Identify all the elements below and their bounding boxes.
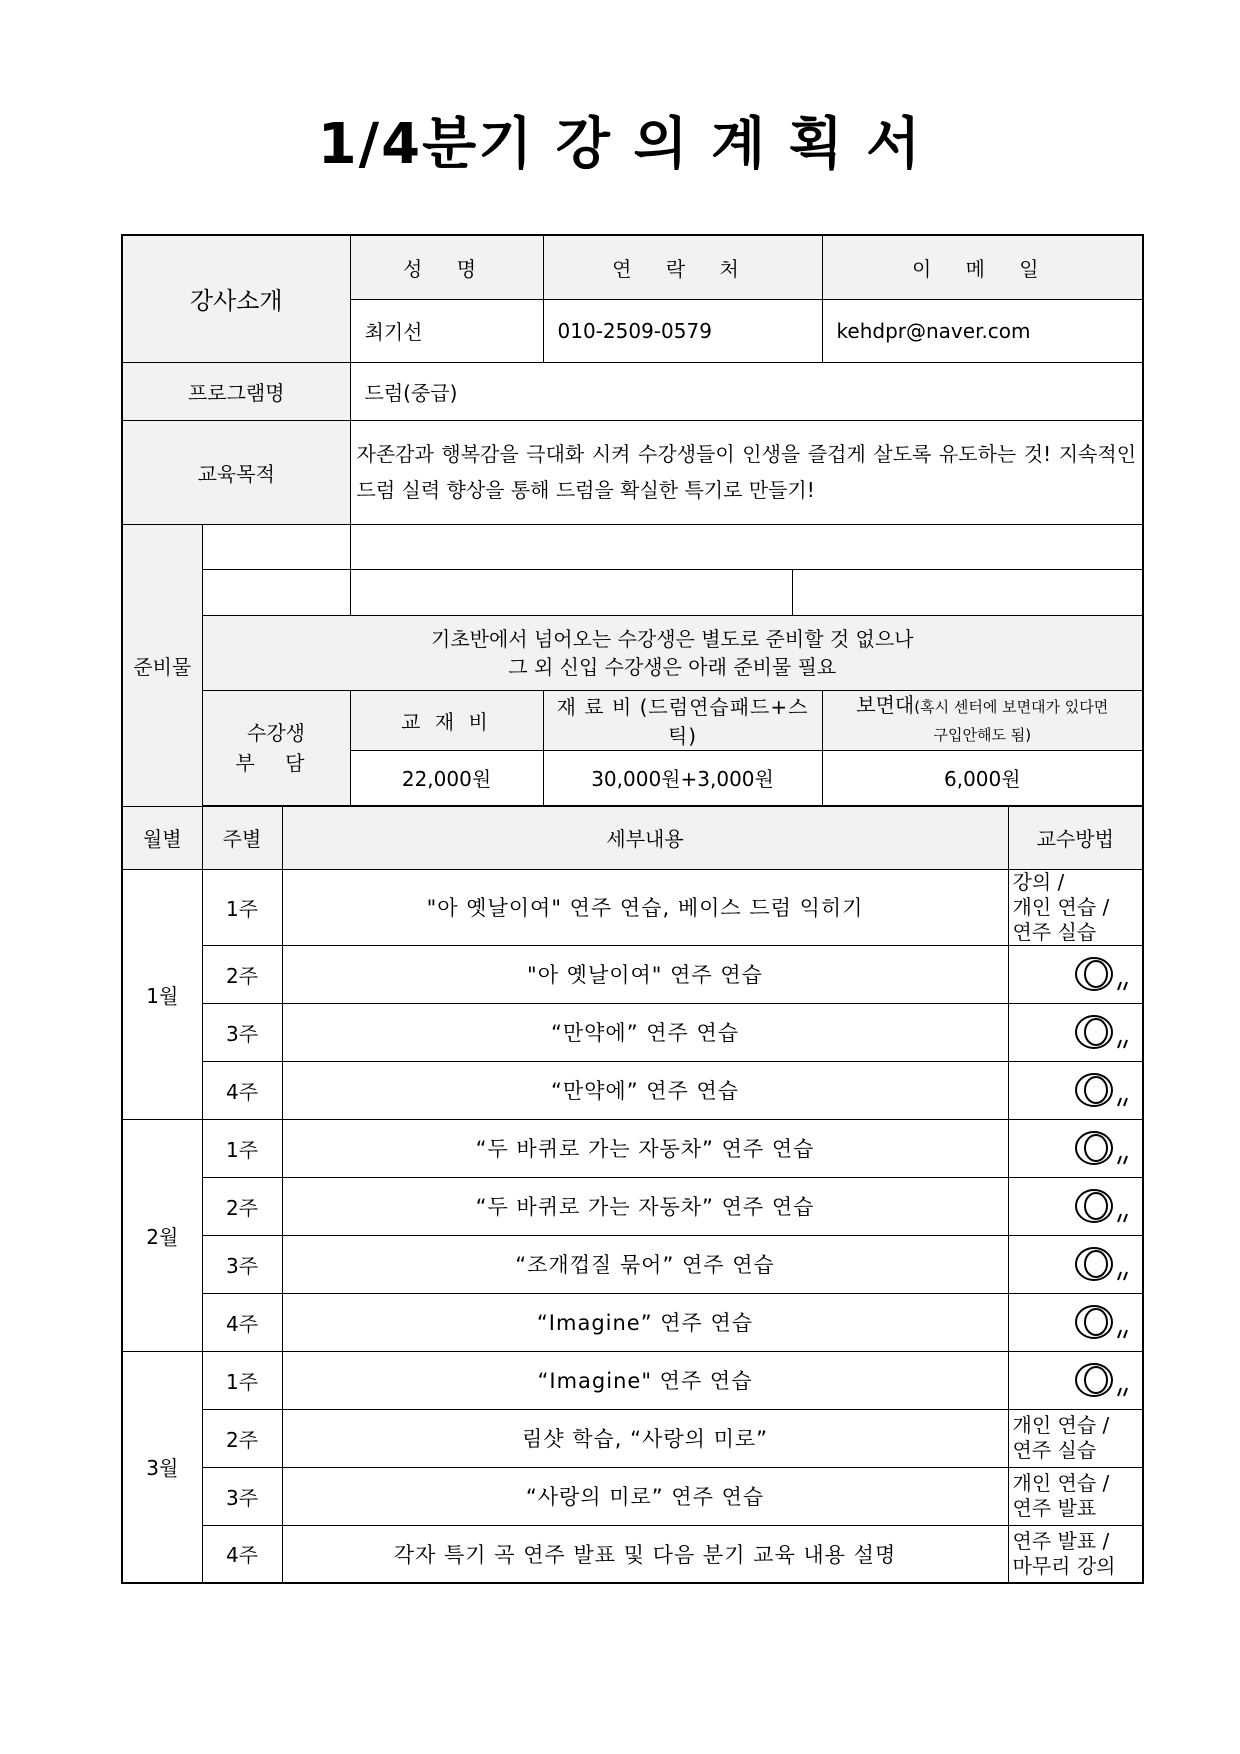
method-line: 연주 발표 [1012,1496,1097,1520]
stand-header-note-1: (혹시 센터에 보면대가 있다면 [914,698,1109,716]
blank-cell [202,524,350,569]
ditto-mark-icon [1072,1302,1132,1342]
ditto-mark-icon [1072,1012,1132,1052]
schedule-row [122,1409,1143,1467]
schedule-row [122,1293,1143,1351]
student-burden-label [202,690,350,805]
method-line: 마무리 강의 [1012,1553,1116,1578]
method-cell-ditto [1008,1003,1143,1061]
ditto-mark-icon [1072,1128,1132,1168]
content-cell: “Imagine” 연주 연습 [282,1293,1008,1351]
method-cell-ditto [1008,1119,1143,1177]
content-cell: 림샷 학습, “사랑의 미로” [282,1409,1008,1467]
week-cell: 1주 [202,869,282,945]
schedule-row [122,1351,1143,1409]
student-label: 수강생 [247,720,305,745]
materials-label: 준비물 [122,524,202,806]
content-cell: “두 바퀴로 가는 자동차” 연주 연습 [282,1177,1008,1235]
content-cell: "아 옛날이여" 연주 연습, 베이스 드럼 익히기 [282,869,1008,945]
contact-header: 연 락 처 [543,235,822,299]
schedule-row [122,1119,1143,1177]
content-cell: “사랑의 미로” 연주 연습 [282,1467,1008,1525]
stand-header-label: 보면대 [856,693,915,717]
textbook-cost: 22,000원 [350,750,543,805]
method-cell-ditto [1008,1235,1143,1293]
program-name: 드럼(중급) [350,362,1143,420]
schedule-row [122,1061,1143,1119]
blank-cell [350,569,792,615]
instructor-phone: 010-2509-0579 [543,299,822,362]
materials-note-line-1: 기초반에서 넘어오는 수강생은 별도로 준비할 것 없으나 [431,626,914,651]
method-line: 개인 연습 / [1012,894,1110,919]
schedule-row [122,945,1143,1003]
month-cell: 1월 [122,869,202,1119]
content-cell: “만약에” 연주 연습 [282,1003,1008,1061]
materials-note-line-2: 그 외 신입 수강생은 아래 준비물 필요 [508,654,837,679]
goal-label: 교육목적 [122,420,350,524]
method-cell [1008,1525,1143,1583]
week-cell: 4주 [202,1061,282,1119]
month-header: 월별 [122,806,202,869]
month-cell: 2월 [122,1119,202,1351]
content-cell: "아 옛날이여" 연주 연습 [282,945,1008,1003]
materials-note [202,615,1143,690]
month-cell: 3월 [122,1351,202,1583]
schedule-row [122,1525,1143,1583]
burden-label: 부 담 [235,750,317,775]
week-cell: 3주 [202,1003,282,1061]
textbook-header: 교 재 비 [350,690,543,750]
method-line: 연주 실습 [1012,919,1097,944]
method-header: 교수방법 [1008,806,1143,869]
schedule-row [122,1467,1143,1525]
method-cell-ditto [1008,1177,1143,1235]
method-cell-ditto [1008,1061,1143,1119]
blank-cell [202,569,350,615]
method-cell-ditto [1008,945,1143,1003]
content-cell: “조개껍질 묶어” 연주 연습 [282,1235,1008,1293]
schedule-row [122,869,1143,945]
method-line: 강의 / [1012,869,1065,894]
ditto-mark-icon [1072,1360,1132,1400]
content-cell: “두 바퀴로 가는 자동차” 연주 연습 [282,1119,1008,1177]
method-line: 개인 연습 / [1012,1471,1110,1495]
ditto-mark-icon [1072,1070,1132,1110]
method-cell [1008,1409,1143,1467]
week-cell: 4주 [202,1293,282,1351]
program-label: 프로그램명 [122,362,350,420]
method-cell [1008,1467,1143,1525]
schedule-row [122,1235,1143,1293]
method-cell-ditto [1008,1351,1143,1409]
week-cell: 2주 [202,1177,282,1235]
method-cell [1008,869,1143,945]
schedule-row [122,1177,1143,1235]
content-header: 세부내용 [282,806,1008,869]
material-header: 재 료 비 (드럼연습패드+스틱) [543,690,822,750]
week-cell: 1주 [202,1351,282,1409]
stand-header-note-2: 구입안해도 됨) [933,726,1032,744]
blank-cell [350,524,1143,569]
ditto-mark-icon [1072,1186,1132,1226]
schedule-row [122,1003,1143,1061]
ditto-mark-icon [1072,954,1132,994]
stand-cost: 6,000원 [822,750,1143,805]
method-line: 연주 실습 [1012,1438,1097,1462]
instructor-email: kehdpr@naver.com [822,299,1143,362]
ditto-mark-icon [1072,1244,1132,1284]
method-cell-ditto [1008,1293,1143,1351]
week-header: 주별 [202,806,282,869]
blank-cell [792,569,1143,615]
email-header: 이 메 일 [822,235,1143,299]
week-cell: 3주 [202,1235,282,1293]
content-cell: “Imagine" 연주 연습 [282,1351,1008,1409]
name-header: 성 명 [350,235,543,299]
instructor-name: 최기선 [350,299,543,362]
week-cell: 1주 [202,1119,282,1177]
week-cell: 2주 [202,1409,282,1467]
schedule-body [122,869,1143,1583]
method-line: 개인 연습 / [1012,1413,1110,1437]
material-cost: 30,000원+3,000원 [543,750,822,805]
content-cell: “만약에” 연주 연습 [282,1061,1008,1119]
content-cell: 각자 특기 곡 연주 발표 및 다음 분기 교육 내용 설명 [282,1525,1008,1583]
method-line: 연주 발표 / [1012,1528,1110,1553]
week-cell: 4주 [202,1525,282,1583]
stand-header [822,690,1143,750]
week-cell: 3주 [202,1467,282,1525]
week-cell: 2주 [202,945,282,1003]
document-title: 1/4분기 강 의 계 획 서 [317,112,923,177]
instructor-section-label: 강사소개 [122,235,350,362]
lecture-plan-table [121,234,1144,1584]
goal-text: 자존감과 행복감을 극대화 시켜 수강생들이 인생을 즐겁게 살도록 유도하는 것! 지속적인 드럼 실력 향상을 통해 드럼을 확실한 특기로 만들기! [350,420,1143,524]
